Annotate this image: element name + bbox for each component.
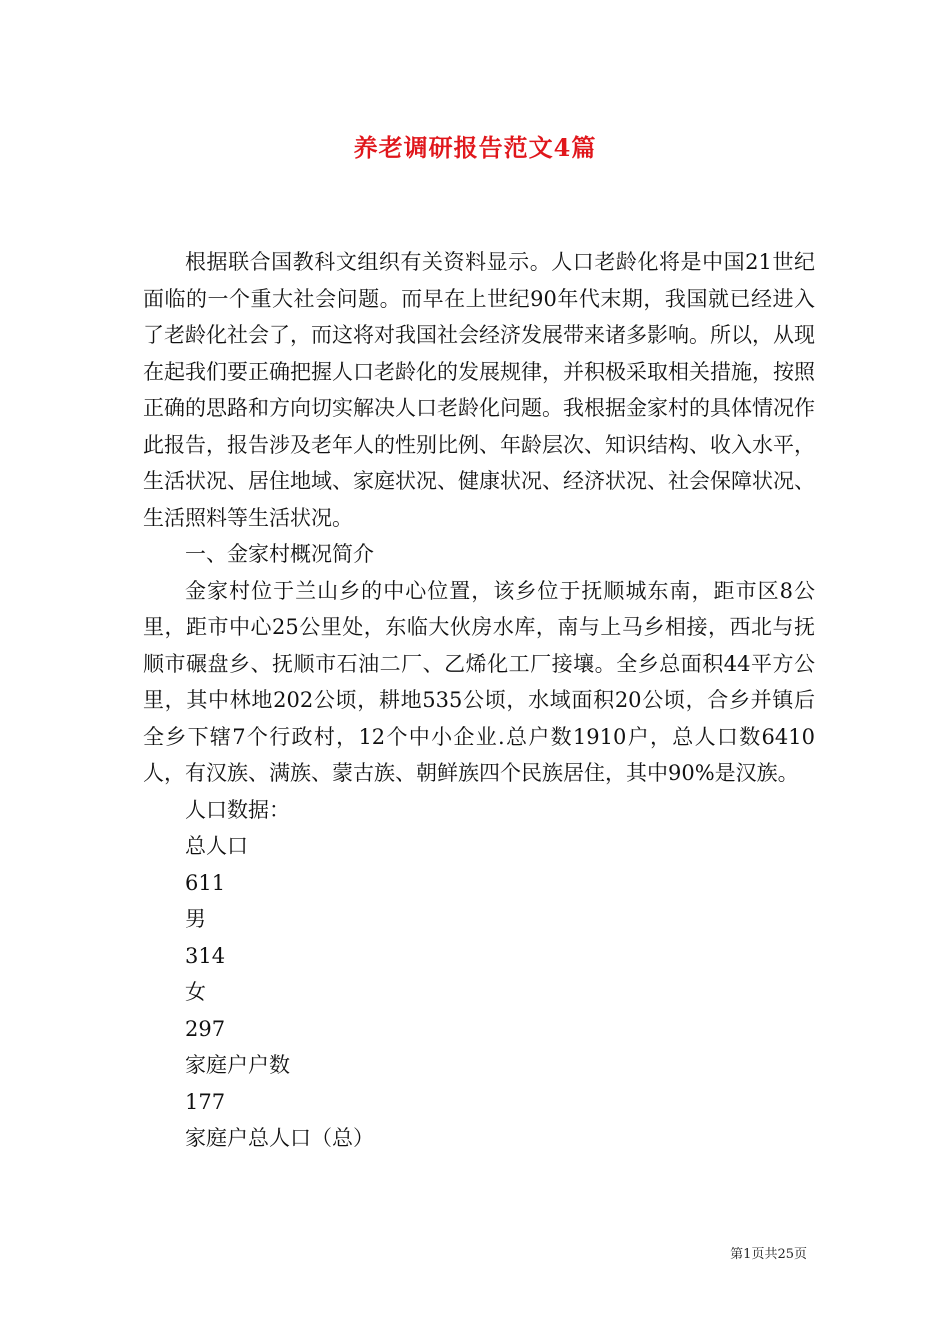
population-item: 314 [185,943,226,968]
population-item: 家庭户总人口（总） [185,1126,374,1150]
page-number: 第1页共25页 [730,1247,807,1262]
population-label: 人口数据： [185,797,290,822]
intro-paragraph: 根据联合国教科文组织有关资料显示。人口老龄化将是中国21世纪面临的一个重大社会问题。而早在上世纪90年代末期，我国就已经进入了老龄化社会了，而这将对我国社会经济发展带来诸多影响。所以，从现在起我们要正确把握人口老龄化的发展规律，并积极采取相关措施，按照正确的思路和方向切实解决人口老龄化问题。我根据金家村的具体情况作此报告，报告涉及老年人的性别比例、年龄层次、知识结构、收入水平，生活状况、居住地域、家庭状况、健康状况、经济状况、社会保障状况、生活照料等生活状况。 [143,250,815,530]
document-body [143,244,815,1157]
population-item: 男 [185,907,206,931]
population-item: 611 [185,870,226,895]
overview-paragraph: 金家村位于兰山乡的中心位置，该乡位于抚顺城东南，距市区8公里，距市中心25公里处，东临大伙房水库，南与上马乡相接，西北与抚顺市碾盘乡、抚顺市石油二厂、乙烯化工厂接壤。全乡总面积44平方公里，其中林地202公顷，耕地535公顷，水域面积20公顷，合乡并镇后全乡下辖7个行政村，12个中小企业.总户数1910户，总人口数6410人，有汉族、满族、蒙古族、朝鲜族四个民族居住，其中90%是汉族。 [143,578,815,785]
population-item: 家庭户户数 [185,1053,290,1077]
population-item: 女 [185,980,206,1004]
section-heading: 一、金家村概况简介 [185,542,374,566]
population-item: 总人口 [185,834,248,858]
document-title: 养老调研报告范文4篇 [353,133,597,162]
population-item: 177 [185,1089,226,1114]
population-item: 297 [185,1016,226,1041]
